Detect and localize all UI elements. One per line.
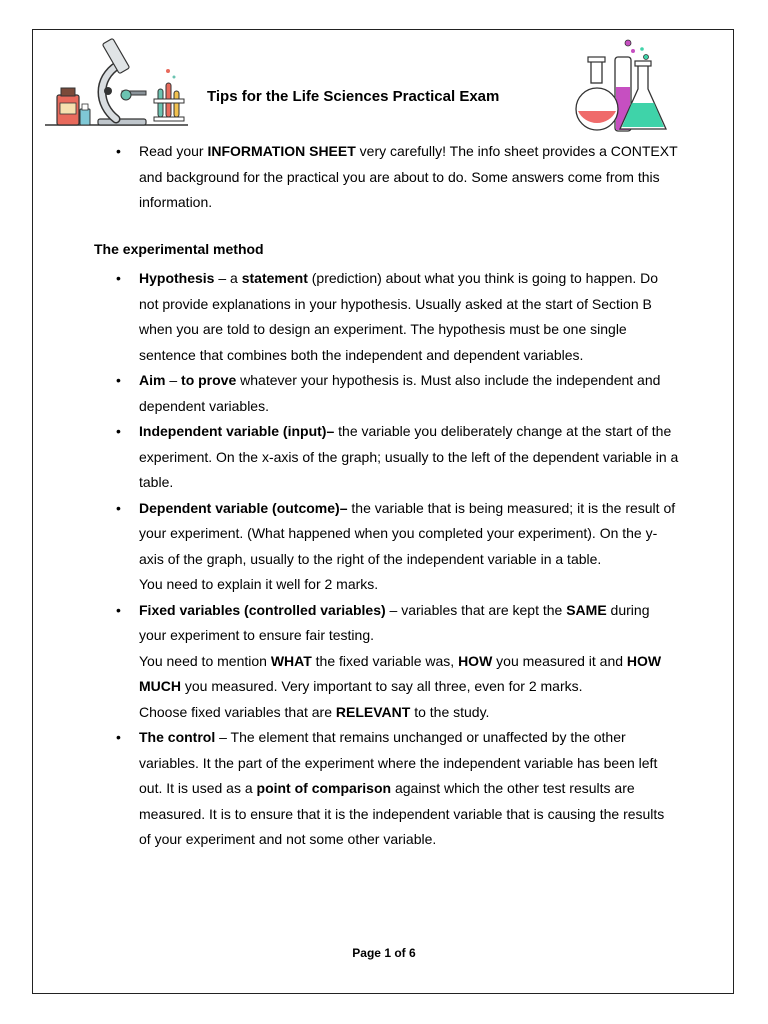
list-item xyxy=(0,419,679,496)
term-emphasis: WHAT xyxy=(270,652,312,669)
term: Independent variable (input)– xyxy=(139,423,335,439)
term-text: – The element that remains unchanged or unaffected by the other variables. It the part of the experiment where the independent variable has been left out. It is used as a xyxy=(139,729,658,796)
list-item xyxy=(0,725,679,853)
term-emphasis: RELEVANT xyxy=(335,703,411,720)
page-number xyxy=(0,946,768,960)
lab-microscope-illustration xyxy=(40,33,190,130)
term-emphasis: SAME xyxy=(566,601,607,618)
term-emphasis: HOW xyxy=(458,652,493,669)
term-text: whatever your hypothesis is. Must also include the independent and dependent variables. xyxy=(139,372,661,414)
lab-flasks-illustration xyxy=(572,37,672,133)
term-text: during your experiment to ensure fair testing. xyxy=(139,601,650,643)
term-text: the variable that is being measured; it is the result of your experiment. (What happened when you completed your experiment). On the y-axis of the graph, usually to the right of the independent variable in a table. xyxy=(139,499,676,567)
term-text: You need to mention xyxy=(139,652,271,669)
page-title: Tips for the Life Sciences Practical Exam xyxy=(207,88,500,105)
term: Hypothesis xyxy=(139,270,215,286)
term: Aim xyxy=(139,372,166,388)
term-dash: – xyxy=(165,372,182,388)
term-text: you measured. Very important to say all three, even for 2 marks. xyxy=(181,678,583,694)
term-text: Choose fixed variables that are xyxy=(139,703,336,720)
term-emphasis: point of comparison xyxy=(256,780,392,796)
term: The control xyxy=(139,729,216,745)
page-of: of xyxy=(391,946,409,960)
intro-prefix: Read your xyxy=(139,143,208,159)
intro-list xyxy=(0,139,768,216)
page-total: 6 xyxy=(409,946,416,960)
term-text: the variable you deliberately change at the start of the experiment. On the x-axis of the graph; usually to the left of the dependent variable in a table. xyxy=(139,423,679,490)
term-text: the fixed variable was, xyxy=(311,652,459,669)
term-text: you measured it and xyxy=(492,652,627,669)
page-prefix: Page xyxy=(352,946,385,960)
term-emphasis: statement xyxy=(241,270,308,286)
term: Fixed variables (controlled variables) xyxy=(139,601,386,618)
list-item xyxy=(0,598,679,726)
intro-bold: INFORMATION SHEET xyxy=(207,143,356,159)
list-item xyxy=(0,266,679,368)
term-text: (prediction) about what you think is going to happen. Do not provide explanations in your hypothesis. Usually asked at the start of Section B when you are told to design an experiment. The hypothesis must be one single sentence that combines both the independent and dependent variables. xyxy=(139,270,659,363)
intro-text: very carefully! The info sheet provides a CONTEXT and background for the practical you are about to do. Some answers come from this information. xyxy=(139,143,678,210)
page-current: 1 xyxy=(384,946,391,960)
list-item xyxy=(0,368,679,419)
term-emphasis: HOW MUCH xyxy=(139,652,662,694)
list-item xyxy=(0,496,679,598)
term-note: You need to explain it well for 2 marks. xyxy=(139,576,379,592)
term-text: against which the other test results are measured. It is to ensure that it is the independent variable that is causing the results of your experiment and not some other variable. xyxy=(139,780,665,847)
term-dash: – a xyxy=(214,270,242,286)
term-text: to the study. xyxy=(410,703,490,720)
term: Dependent variable (outcome)– xyxy=(139,499,348,516)
term-emphasis: to prove xyxy=(181,372,237,388)
term-text: – variables that are kept the xyxy=(385,601,567,618)
list-item xyxy=(0,139,679,216)
method-list xyxy=(0,266,768,853)
section-heading: The experimental method xyxy=(94,241,264,257)
